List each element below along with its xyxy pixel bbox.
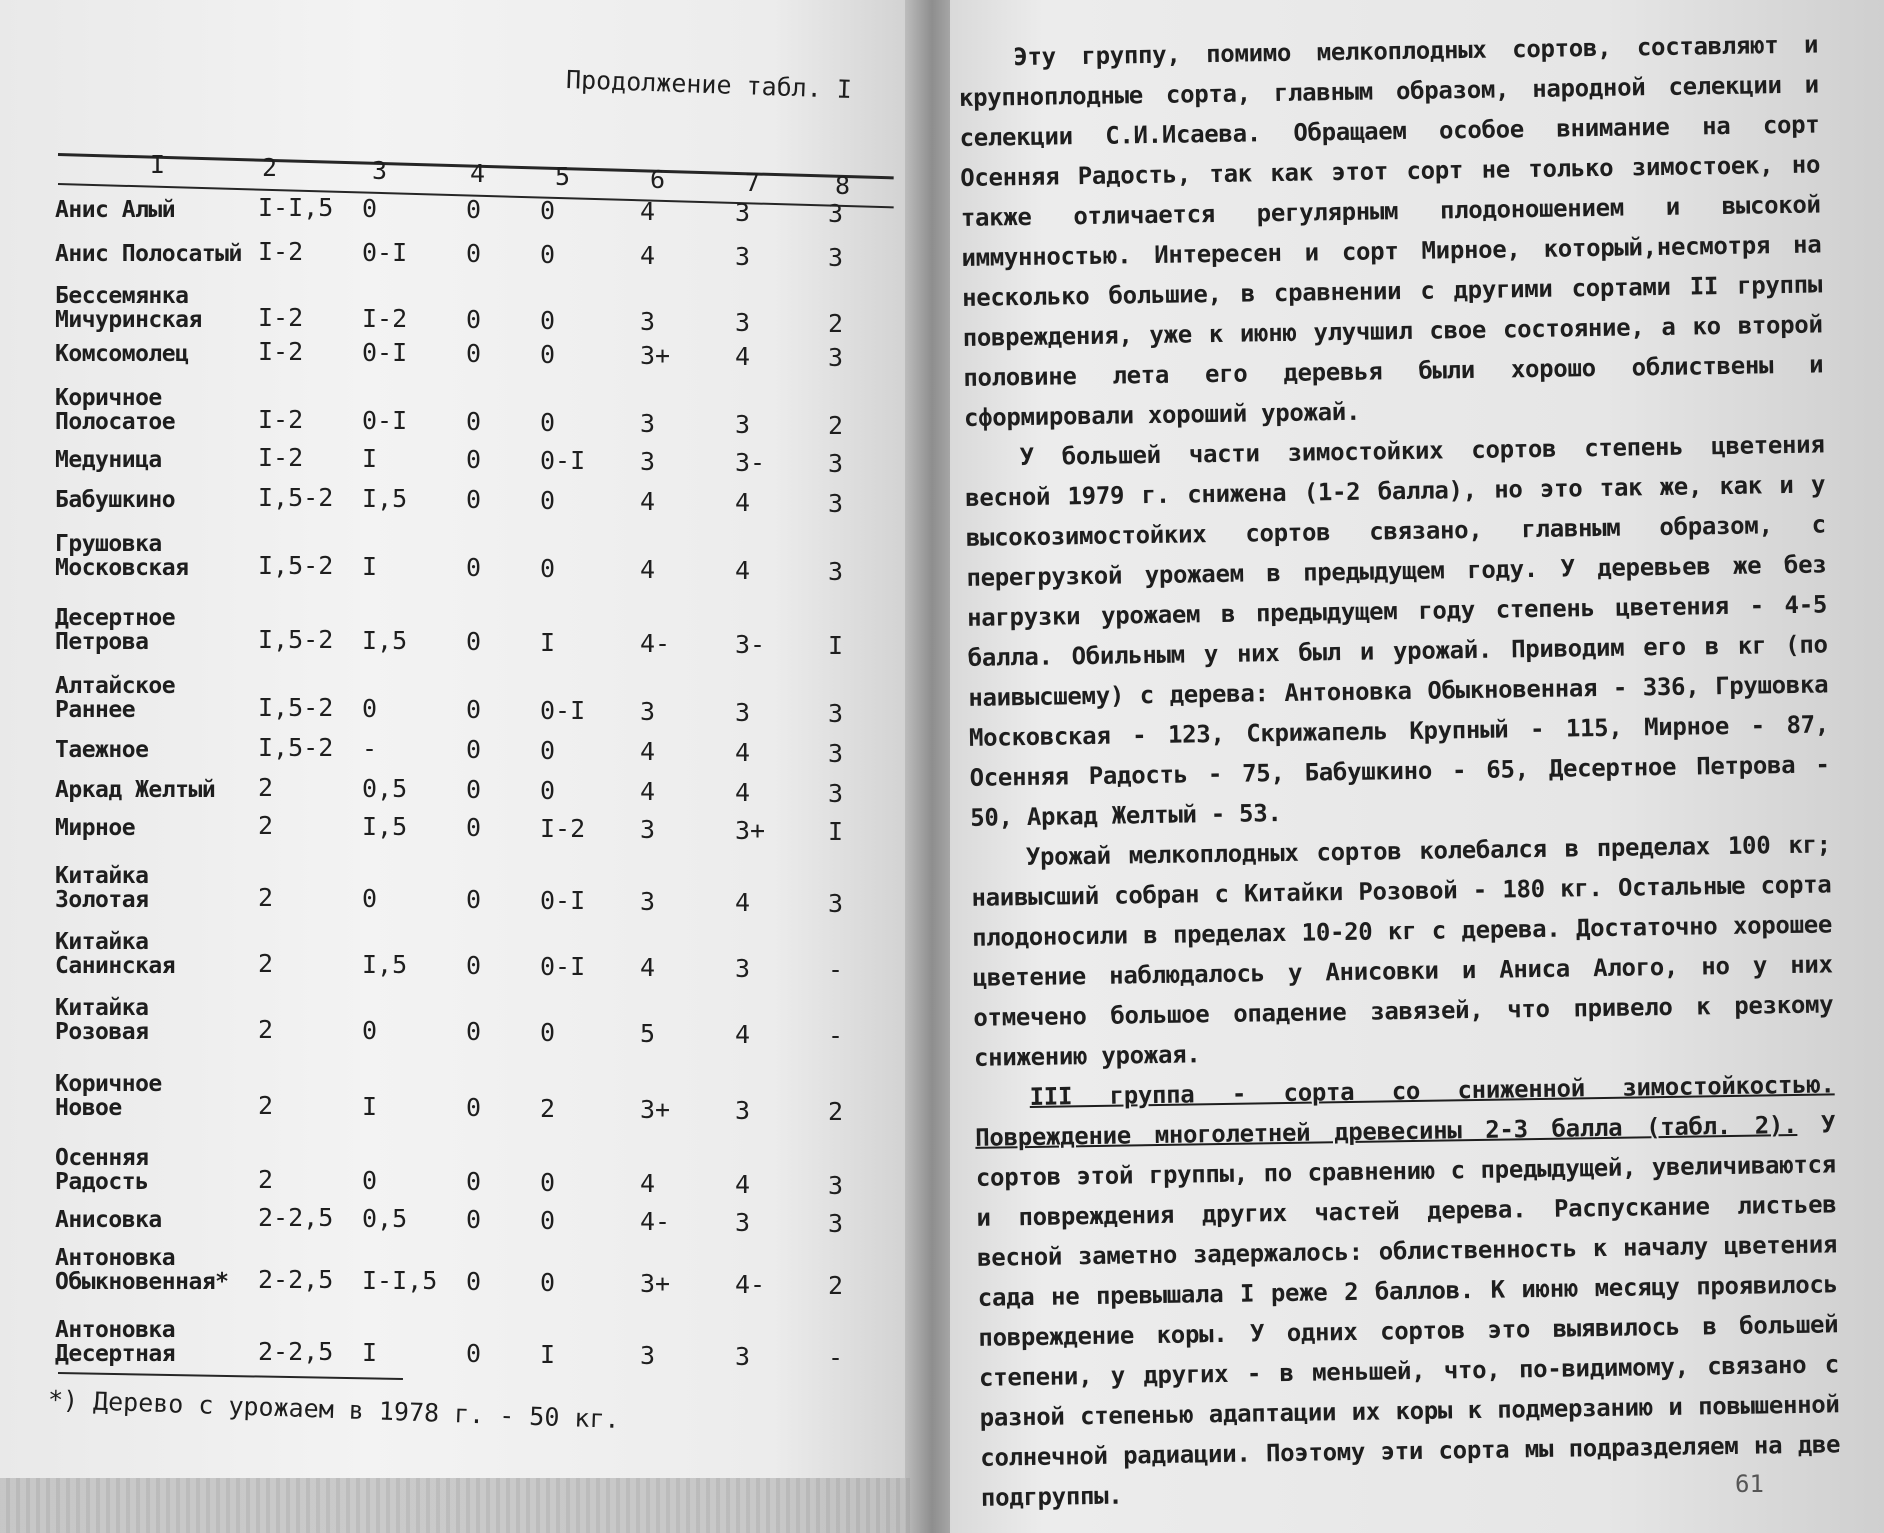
table-cell: 0 [540, 736, 556, 765]
table-cell: 4 [640, 953, 656, 982]
table-cell: 0 [540, 240, 556, 269]
table-cell: 3 [828, 1209, 844, 1238]
variety-name: Медуница [55, 447, 162, 473]
table-cell: I,5 [362, 812, 408, 841]
column-header: 5 [555, 162, 571, 191]
table-cell: I [540, 1340, 556, 1369]
table-cell: I [362, 1338, 378, 1367]
table-cell: 2 [258, 811, 274, 840]
table-row [0, 776, 910, 846]
variety-name: Грушовка Московская [55, 531, 189, 581]
variety-name: Бабушкино [55, 487, 176, 513]
table-cell: 0-I [540, 886, 586, 915]
table-cell: 0 [540, 1206, 556, 1235]
table-cell: 0 [466, 445, 482, 474]
table-cell: 0 [540, 776, 556, 805]
table-cell: 3 [640, 697, 656, 726]
table-cell: I [362, 444, 378, 473]
table-cell: 2-2,5 [258, 1337, 334, 1366]
table-cell: 3 [735, 1208, 751, 1237]
table-cell: I,5-2 [258, 625, 334, 654]
table-cell: 0 [466, 195, 482, 224]
table-cell: 3+ [735, 816, 766, 845]
table-cell: 2 [828, 309, 844, 338]
table-row [0, 1302, 910, 1372]
table-cell: 0 [540, 1268, 556, 1297]
table-cell: 3 [735, 698, 751, 727]
table-row [0, 980, 910, 1050]
table-cell: I-2 [258, 303, 304, 332]
table-cell: 3 [640, 1341, 656, 1370]
variety-name: Аркад Желтый [55, 777, 216, 803]
table-cell: 2 [258, 773, 274, 802]
table-cell: 0 [540, 306, 556, 335]
table-cell: 4 [735, 778, 751, 807]
group-iii-heading: III группа - сорта со сниженной зимостойкостью. Повреждение многолетней древесины 2-3 балла (табл. 2). [975, 1070, 1835, 1152]
paragraph: Эту группу, помимо мелкоплодных сортов, составляют и крупноплодные сорта, главным образом, народной селекции и селекции С.И.Исаева. Обращаем особое внимание на сорт Осенняя Радость, так как этот сорт не только зимостоек, но также отличается регулярным плодоношением и высокой иммунностью. Интересен и сорт Мирное, который,несмотря на несколько большие, в сравнении с другими сортами II группы повреждения, уже к июню улучшил свое состояние, а ко второй половине лета его деревья были хорошо облиствены и сформировали хороший урожай. [958, 30, 1824, 432]
paragraph: У большей части зимостойких сортов степень цветения весной 1979 г. снижена (1-2 балла), но это так же, как и у высокозимостойких сортов связано, главным образом, с перегрузкой урожаем в предыдущем году. У деревьев же без нагрузки урожаем в предыдущем году степень цветения - 4-5 балла. Обильным у них был и урожай. Приводим его в кг (по наивысшему) с дерева: Антоновка Обыкновенная - 336, Грушовка Московская - 123, Скрижапель Крупный - 115, Мирное - 87, Осенняя Радость - 75, Бабушкино - 65, Десертное Петрова - 50, Аркад Желтый - 53. [965, 430, 1830, 832]
table-cell: 3- [735, 448, 766, 477]
variety-name: Таежное [55, 737, 149, 763]
table-cell: 3 [735, 198, 751, 227]
table-cell: 3+ [640, 1269, 671, 1298]
table-cell: 4 [640, 197, 656, 226]
variety-name: Коричное Новое [55, 1071, 162, 1121]
table-cell: 0 [466, 885, 482, 914]
table-row [0, 1056, 910, 1126]
table-cell: 4 [640, 777, 656, 806]
table-cell: I [362, 1092, 378, 1121]
table-cell: 0-I [362, 238, 408, 267]
table-cell: 3 [828, 449, 844, 478]
table-cell: 0 [540, 486, 556, 515]
table-cell: 4 [735, 738, 751, 767]
table-cell: 3 [640, 887, 656, 916]
table-cell: 0 [540, 554, 556, 583]
column-header: 6 [650, 165, 666, 194]
table-row [0, 516, 910, 586]
table-cell: 0 [466, 1017, 482, 1046]
table-cell: 5 [640, 1019, 656, 1048]
table-cell: 3 [828, 489, 844, 518]
table-cell: I-2 [540, 814, 586, 843]
table-cell: 3 [640, 447, 656, 476]
table-cell: I [362, 552, 378, 581]
table-cell: 0-I [362, 338, 408, 367]
paragraph-group-iii [974, 1064, 1841, 1517]
table-cell: 4 [640, 1169, 656, 1198]
table-cell: 0 [466, 735, 482, 764]
table-cell: I-2 [258, 405, 304, 434]
variety-name: Китайка Санинская [55, 929, 176, 979]
variety-name: Коричное Полосатое [55, 385, 176, 435]
table-cell: 0 [362, 694, 378, 723]
variety-name: Алтайское Раннее [55, 673, 176, 723]
table-cell: 0 [466, 951, 482, 980]
table-cell: 0 [466, 1205, 482, 1234]
table-cell: 0 [362, 1016, 378, 1045]
page-number: 61 [1735, 1470, 1764, 1498]
table-caption: Продолжение табл. I [565, 65, 853, 104]
table-cell: 3 [640, 409, 656, 438]
table-cell: - [828, 955, 844, 984]
table-cell: 0 [540, 340, 556, 369]
table-cell: - [828, 1343, 844, 1372]
table-cell: 0 [466, 775, 482, 804]
table-row [0, 590, 910, 660]
table-cell: 0-I [362, 406, 408, 435]
table-cell: 0,5 [362, 774, 408, 803]
table-cell: 4 [640, 487, 656, 516]
table-cell: 0 [540, 1018, 556, 1047]
variety-name: Осенняя Радость [55, 1145, 149, 1195]
table-cell: 3 [828, 557, 844, 586]
table-cell: 3 [735, 242, 751, 271]
table-cell: 0 [466, 339, 482, 368]
table-cell: 3 [828, 343, 844, 372]
table-row [0, 1168, 910, 1238]
ruler-strip [0, 1478, 910, 1533]
table-cell: 3- [735, 630, 766, 659]
table-cell: 2-2,5 [258, 1203, 334, 1232]
table-cell: 0 [466, 813, 482, 842]
table-cell: 2 [828, 1097, 844, 1126]
table-cell: 0 [466, 1267, 482, 1296]
table-cell: I-2 [258, 443, 304, 472]
right-page-text [958, 24, 1841, 1517]
variety-name: Бессемянка Мичуринская [55, 283, 202, 333]
table-cell: - [828, 1021, 844, 1050]
table-cell: I [540, 628, 556, 657]
variety-name: Антоновка Десертная [55, 1317, 176, 1367]
table-cell: I,5-2 [258, 693, 334, 722]
table-cell: 0 [362, 194, 378, 223]
table-cell: 3 [828, 699, 844, 728]
table-cell: 3+ [640, 1095, 671, 1124]
table-cell: 2 [258, 1091, 274, 1120]
table-cell: 0 [466, 305, 482, 334]
table-cell: 3 [828, 779, 844, 808]
table-cell: 3 [735, 1342, 751, 1371]
table-cell: 0 [540, 1168, 556, 1197]
variety-name: Анис Полосатый [55, 241, 242, 267]
variety-name: Анисовка [55, 1207, 162, 1233]
variety-name: Анис Алый [55, 197, 176, 223]
table-row [0, 448, 910, 518]
table-cell: 2 [258, 883, 274, 912]
table-cell: 2 [540, 1094, 556, 1123]
variety-name: Мирное [55, 815, 136, 841]
table-cell: I-2 [362, 304, 408, 333]
table-cell: 0 [540, 196, 556, 225]
table-cell: - [362, 734, 378, 763]
table-cell: 0 [466, 1339, 482, 1368]
table-cell: 3 [828, 1171, 844, 1200]
table-cell: I,5 [362, 950, 408, 979]
table-cell: I [828, 817, 844, 846]
table-cell: 0 [362, 884, 378, 913]
table-cell: 3 [735, 954, 751, 983]
table-cell: I-I,5 [258, 193, 334, 222]
table-cell: 0 [466, 1093, 482, 1122]
table-cell: 3 [828, 889, 844, 918]
group-iii-text: У сортов этой группы, по сравнению с предыдущей, увеличиваются и повреждения других частей дерева. Распускание листьев весной заметно задержалось: облиственность к началу цветения сада не превышала I реже 2 баллов. К июню месяцу проявилось повреждение коры. У одних сортов это выявилось в большей степени, у других - в меньшей, что, по-видимому, связано с разной степенью адаптации их коры к подмерзанию и повышенной солнечной радиации. Поэтому эти сорта мы подразделяем на две подгруппы. [975, 1110, 1841, 1512]
table-cell: 4 [735, 342, 751, 371]
table-cell: 0 [362, 1166, 378, 1195]
table-cell: 3 [640, 307, 656, 336]
table-cell: 4 [735, 888, 751, 917]
table-cell: 0 [466, 553, 482, 582]
variety-name: Антоновка Обыкновенная* [55, 1245, 229, 1295]
table-cell: 2 [828, 411, 844, 440]
variety-name: Комсомолец [55, 341, 189, 367]
table-cell: I,5-2 [258, 551, 334, 580]
table-cell: 2-2,5 [258, 1265, 334, 1294]
table-row [0, 302, 910, 372]
table-cell: 0 [466, 695, 482, 724]
table-cell: I,5-2 [258, 483, 334, 512]
table-cell: 4- [735, 1270, 766, 1299]
column-header: 3 [372, 156, 388, 185]
table-cell: 0 [466, 485, 482, 514]
table-cell: I-2 [258, 337, 304, 366]
table-cell: 4 [735, 488, 751, 517]
table-cell: 4 [640, 555, 656, 584]
table-cell: 4 [735, 1020, 751, 1049]
table-cell: I,5 [362, 484, 408, 513]
table-cell: 3 [828, 243, 844, 272]
table-cell: 2 [258, 949, 274, 978]
table-cell: 0-I [540, 696, 586, 725]
table-row [0, 1230, 910, 1300]
table-cell: I [828, 631, 844, 660]
column-header: 8 [835, 171, 851, 200]
variety-name: Китайка Розовая [55, 995, 149, 1045]
table-cell: 3 [735, 1096, 751, 1125]
table-cell: 4 [735, 556, 751, 585]
column-header: 4 [470, 159, 486, 188]
table-cell: 4 [640, 737, 656, 766]
table-cell: 2 [828, 1271, 844, 1300]
table-cell: 0 [466, 627, 482, 656]
table-cell: I,5 [362, 626, 408, 655]
table-cell: 4- [640, 1207, 671, 1236]
table-cell: 2 [258, 1165, 274, 1194]
table-cell: 3 [828, 199, 844, 228]
table-cell: 0 [466, 1167, 482, 1196]
table-cell: I,5-2 [258, 733, 334, 762]
table-row [0, 202, 910, 272]
table-cell: 0 [466, 239, 482, 268]
variety-name: Китайка Золотая [55, 863, 149, 913]
table-row [0, 848, 910, 918]
paragraph: Урожай мелкоплодных сортов колебался в пределах 100 кг; наивысший собран с Китайки Розовой - 180 кг. Остальные сорта плодоносили в пределах 10-20 кг с дерева. Достаточно хорошее цветение наблюдалось у Анисовки и Аниса Алого, но у них отмечено большое опадение завязей, что привело к резкому снижению урожая. [971, 830, 1834, 1072]
table-cell: I-2 [258, 237, 304, 266]
table-cell: 0-I [540, 952, 586, 981]
table-cell: 2 [258, 1015, 274, 1044]
table-cell: 3 [828, 739, 844, 768]
table-cell: 3+ [640, 341, 671, 370]
table-cell: 4- [640, 629, 671, 658]
table-cell: 3 [735, 308, 751, 337]
table-cell: 0-I [540, 446, 586, 475]
table-cell: 0 [466, 407, 482, 436]
table-cell: 3 [640, 815, 656, 844]
column-header: I [150, 150, 166, 179]
variety-name: Десертное Петрова [55, 605, 176, 655]
table-cell: I-I,5 [362, 1266, 438, 1295]
table-row [0, 914, 910, 984]
table-footnote: *) Дерево с урожаем в 1978 г. - 50 кг. [47, 1385, 621, 1434]
table-cell: 3 [735, 410, 751, 439]
table-cell: 4 [735, 1170, 751, 1199]
column-header: 7 [745, 168, 761, 197]
table-cell: 4 [640, 241, 656, 270]
table-cell: 0 [540, 408, 556, 437]
column-header: 2 [262, 153, 278, 182]
table-cell: 0,5 [362, 1204, 408, 1233]
